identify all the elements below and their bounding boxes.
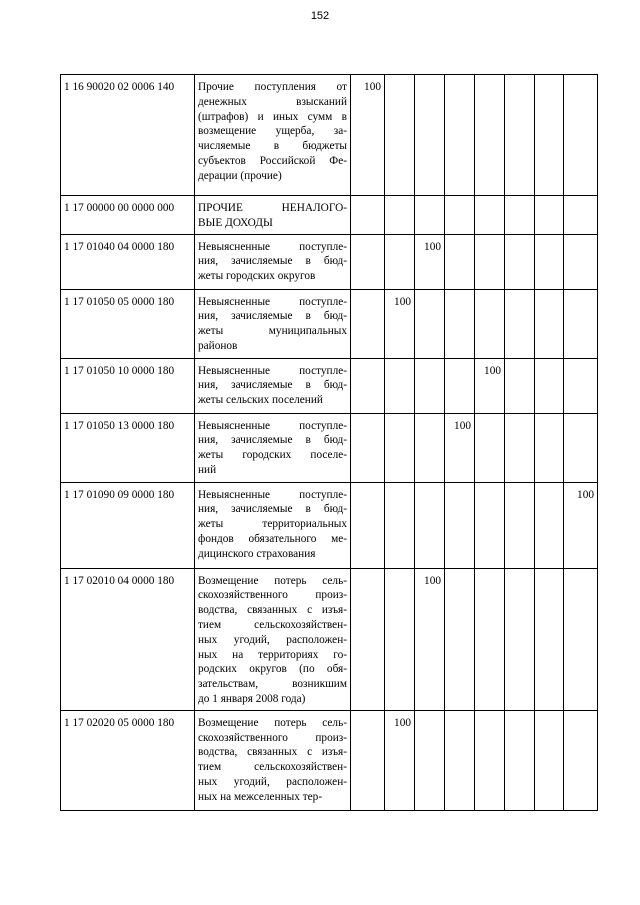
percent-cell <box>564 75 598 196</box>
income-name-line: до 1 января 2008 года) <box>198 692 306 705</box>
percent-cell <box>535 358 564 413</box>
income-name-line: денежных взысканий <box>198 95 347 108</box>
percent-cell <box>535 568 564 710</box>
percent-cell <box>535 234 564 289</box>
income-name-line: районов <box>198 339 238 352</box>
percent-cell <box>445 568 475 710</box>
percent-cell: 100 <box>415 568 445 710</box>
percent-cell <box>475 75 505 196</box>
income-name-line: Невыясненные поступле- <box>198 364 347 377</box>
percent-cell: 100 <box>475 358 505 413</box>
percent-cell <box>535 196 564 235</box>
income-name-line: водства, связанных с изъя- <box>198 604 347 617</box>
percent-cell: 100 <box>564 482 598 568</box>
percent-cell <box>505 75 535 196</box>
percent-cell: 100 <box>385 710 415 810</box>
percent-cell <box>564 568 598 710</box>
percent-cell <box>564 196 598 235</box>
table-row <box>61 234 598 289</box>
income-name <box>195 289 351 358</box>
percent-cell <box>505 568 535 710</box>
percent-cell <box>564 710 598 810</box>
budget-table <box>60 74 598 811</box>
percent-cell <box>564 234 598 289</box>
budget-code: 1 16 90020 02 0006 140 <box>61 75 195 196</box>
table-row <box>61 75 598 196</box>
income-name-line: Невыясненные поступле- <box>198 295 347 308</box>
percent-cell <box>445 196 475 235</box>
percent-cell <box>445 289 475 358</box>
income-name-line: субъектов Российской Фе- <box>198 154 347 167</box>
income-name-line: ния, зачисляемые в бюд- <box>198 434 347 447</box>
percent-cell <box>445 75 475 196</box>
table-row <box>61 358 598 413</box>
percent-cell <box>351 710 385 810</box>
percent-cell <box>415 710 445 810</box>
income-name-line: ния, зачисляемые в бюд- <box>198 310 347 323</box>
percent-cell <box>505 196 535 235</box>
income-name <box>195 358 351 413</box>
budget-code: 1 17 01050 10 0000 180 <box>61 358 195 413</box>
percent-cell <box>415 358 445 413</box>
table-row <box>61 710 598 810</box>
percent-cell <box>385 234 415 289</box>
page-number: 152 <box>310 10 330 22</box>
income-name-line: Невыясненные поступле- <box>198 240 347 253</box>
income-name-line: скохозяйственного произ- <box>198 589 347 602</box>
income-name-line: Невыясненные поступле- <box>198 488 347 501</box>
income-name-line: ний <box>198 463 217 476</box>
percent-cell <box>564 358 598 413</box>
percent-cell <box>475 413 505 482</box>
budget-code: 1 17 02010 04 0000 180 <box>61 568 195 710</box>
income-name-line: скохозяйственного произ- <box>198 731 347 744</box>
percent-cell <box>535 482 564 568</box>
percent-cell <box>505 358 535 413</box>
percent-cell <box>505 710 535 810</box>
percent-cell <box>351 234 385 289</box>
income-name-line: Невыясненные поступле- <box>198 419 347 432</box>
percent-cell <box>351 289 385 358</box>
income-name-line: ния, зачисляемые в бюд- <box>198 503 347 516</box>
percent-cell <box>475 568 505 710</box>
percent-cell <box>535 75 564 196</box>
percent-cell <box>415 482 445 568</box>
income-name-line: тием сельскохозяйствен- <box>198 618 347 631</box>
income-name-line: Прочие поступления от <box>198 81 347 93</box>
percent-cell: 100 <box>445 413 475 482</box>
income-name-line: зательствам, возникшим <box>198 678 347 691</box>
percent-cell <box>445 358 475 413</box>
percent-cell <box>385 196 415 235</box>
income-name <box>195 75 351 196</box>
percent-cell <box>505 482 535 568</box>
income-name-line: ных угодий, расположен- <box>198 775 347 788</box>
percent-cell <box>445 710 475 810</box>
percent-cell <box>385 482 415 568</box>
income-name-line: фондов обязательного ме- <box>198 532 347 545</box>
income-name-line: Возмещение потерь сель- <box>198 574 347 587</box>
percent-cell <box>385 568 415 710</box>
income-name-line: ния, зачисляемые в бюд- <box>198 255 347 268</box>
percent-cell <box>351 482 385 568</box>
income-name <box>195 568 351 710</box>
table-row <box>61 289 598 358</box>
percent-cell <box>385 75 415 196</box>
income-name-line: дицинского страхования <box>198 547 316 560</box>
percent-cell <box>505 413 535 482</box>
income-name-line: ВЫЕ ДОХОДЫ <box>198 216 273 229</box>
income-name <box>195 413 351 482</box>
percent-cell <box>415 413 445 482</box>
percent-cell <box>351 413 385 482</box>
income-name-line: ных на межселенных тер- <box>198 790 323 803</box>
income-name-line: (штрафов) и иных сумм в <box>198 110 347 123</box>
table-row <box>61 196 598 235</box>
percent-cell <box>475 234 505 289</box>
income-name <box>195 234 351 289</box>
budget-code: 1 17 02020 05 0000 180 <box>61 710 195 810</box>
percent-cell <box>415 75 445 196</box>
income-name-line: родских округов (по обя- <box>198 663 347 676</box>
income-name-line: жеты сельских поселений <box>198 394 323 407</box>
income-name-line: ных угодий, расположен- <box>198 633 347 646</box>
income-name <box>195 196 351 235</box>
income-name-line: ния, зачисляемые в бюд- <box>198 379 347 392</box>
percent-cell <box>351 196 385 235</box>
table-row <box>61 568 598 710</box>
income-name-line: ПРОЧИЕ НЕНАЛОГО- <box>198 202 347 214</box>
income-name <box>195 710 351 810</box>
income-name-line: водства, связанных с изъя- <box>198 746 347 759</box>
percent-cell <box>415 289 445 358</box>
income-name-line: возмещение ущерба, за- <box>198 125 347 138</box>
income-name-line: Возмещение потерь сель- <box>198 716 347 729</box>
percent-cell: 100 <box>351 75 385 196</box>
percent-cell <box>564 413 598 482</box>
percent-cell <box>505 234 535 289</box>
percent-cell: 100 <box>415 234 445 289</box>
percent-cell <box>415 196 445 235</box>
income-name-line: жеты городских поселе- <box>198 449 347 462</box>
percent-cell <box>535 710 564 810</box>
income-name-line: ных на территориях го- <box>198 648 347 661</box>
percent-cell <box>351 358 385 413</box>
income-name-line: жеты муниципальных <box>198 325 347 338</box>
income-name <box>195 482 351 568</box>
percent-cell: 100 <box>385 289 415 358</box>
budget-code: 1 17 00000 00 0000 000 <box>61 196 195 235</box>
percent-cell <box>445 482 475 568</box>
table-row <box>61 413 598 482</box>
budget-code: 1 17 01050 05 0000 180 <box>61 289 195 358</box>
percent-cell <box>385 413 415 482</box>
income-name-line: дерации (прочие) <box>198 169 282 182</box>
percent-cell <box>475 289 505 358</box>
percent-cell <box>475 482 505 568</box>
income-name-line: жеты городских округов <box>198 270 316 283</box>
budget-code: 1 17 01050 13 0000 180 <box>61 413 195 482</box>
percent-cell <box>535 413 564 482</box>
percent-cell <box>505 289 535 358</box>
income-name-line: тием сельскохозяйствен- <box>198 761 347 774</box>
percent-cell <box>351 568 385 710</box>
percent-cell <box>564 289 598 358</box>
income-name-line: числяемые в бюджеты <box>198 140 347 153</box>
table-row <box>61 482 598 568</box>
budget-code: 1 17 01090 09 0000 180 <box>61 482 195 568</box>
percent-cell <box>475 196 505 235</box>
percent-cell <box>535 289 564 358</box>
budget-code: 1 17 01040 04 0000 180 <box>61 234 195 289</box>
income-name-line: жеты территориальных <box>198 518 347 531</box>
percent-cell <box>385 358 415 413</box>
percent-cell <box>475 710 505 810</box>
percent-cell <box>445 234 475 289</box>
